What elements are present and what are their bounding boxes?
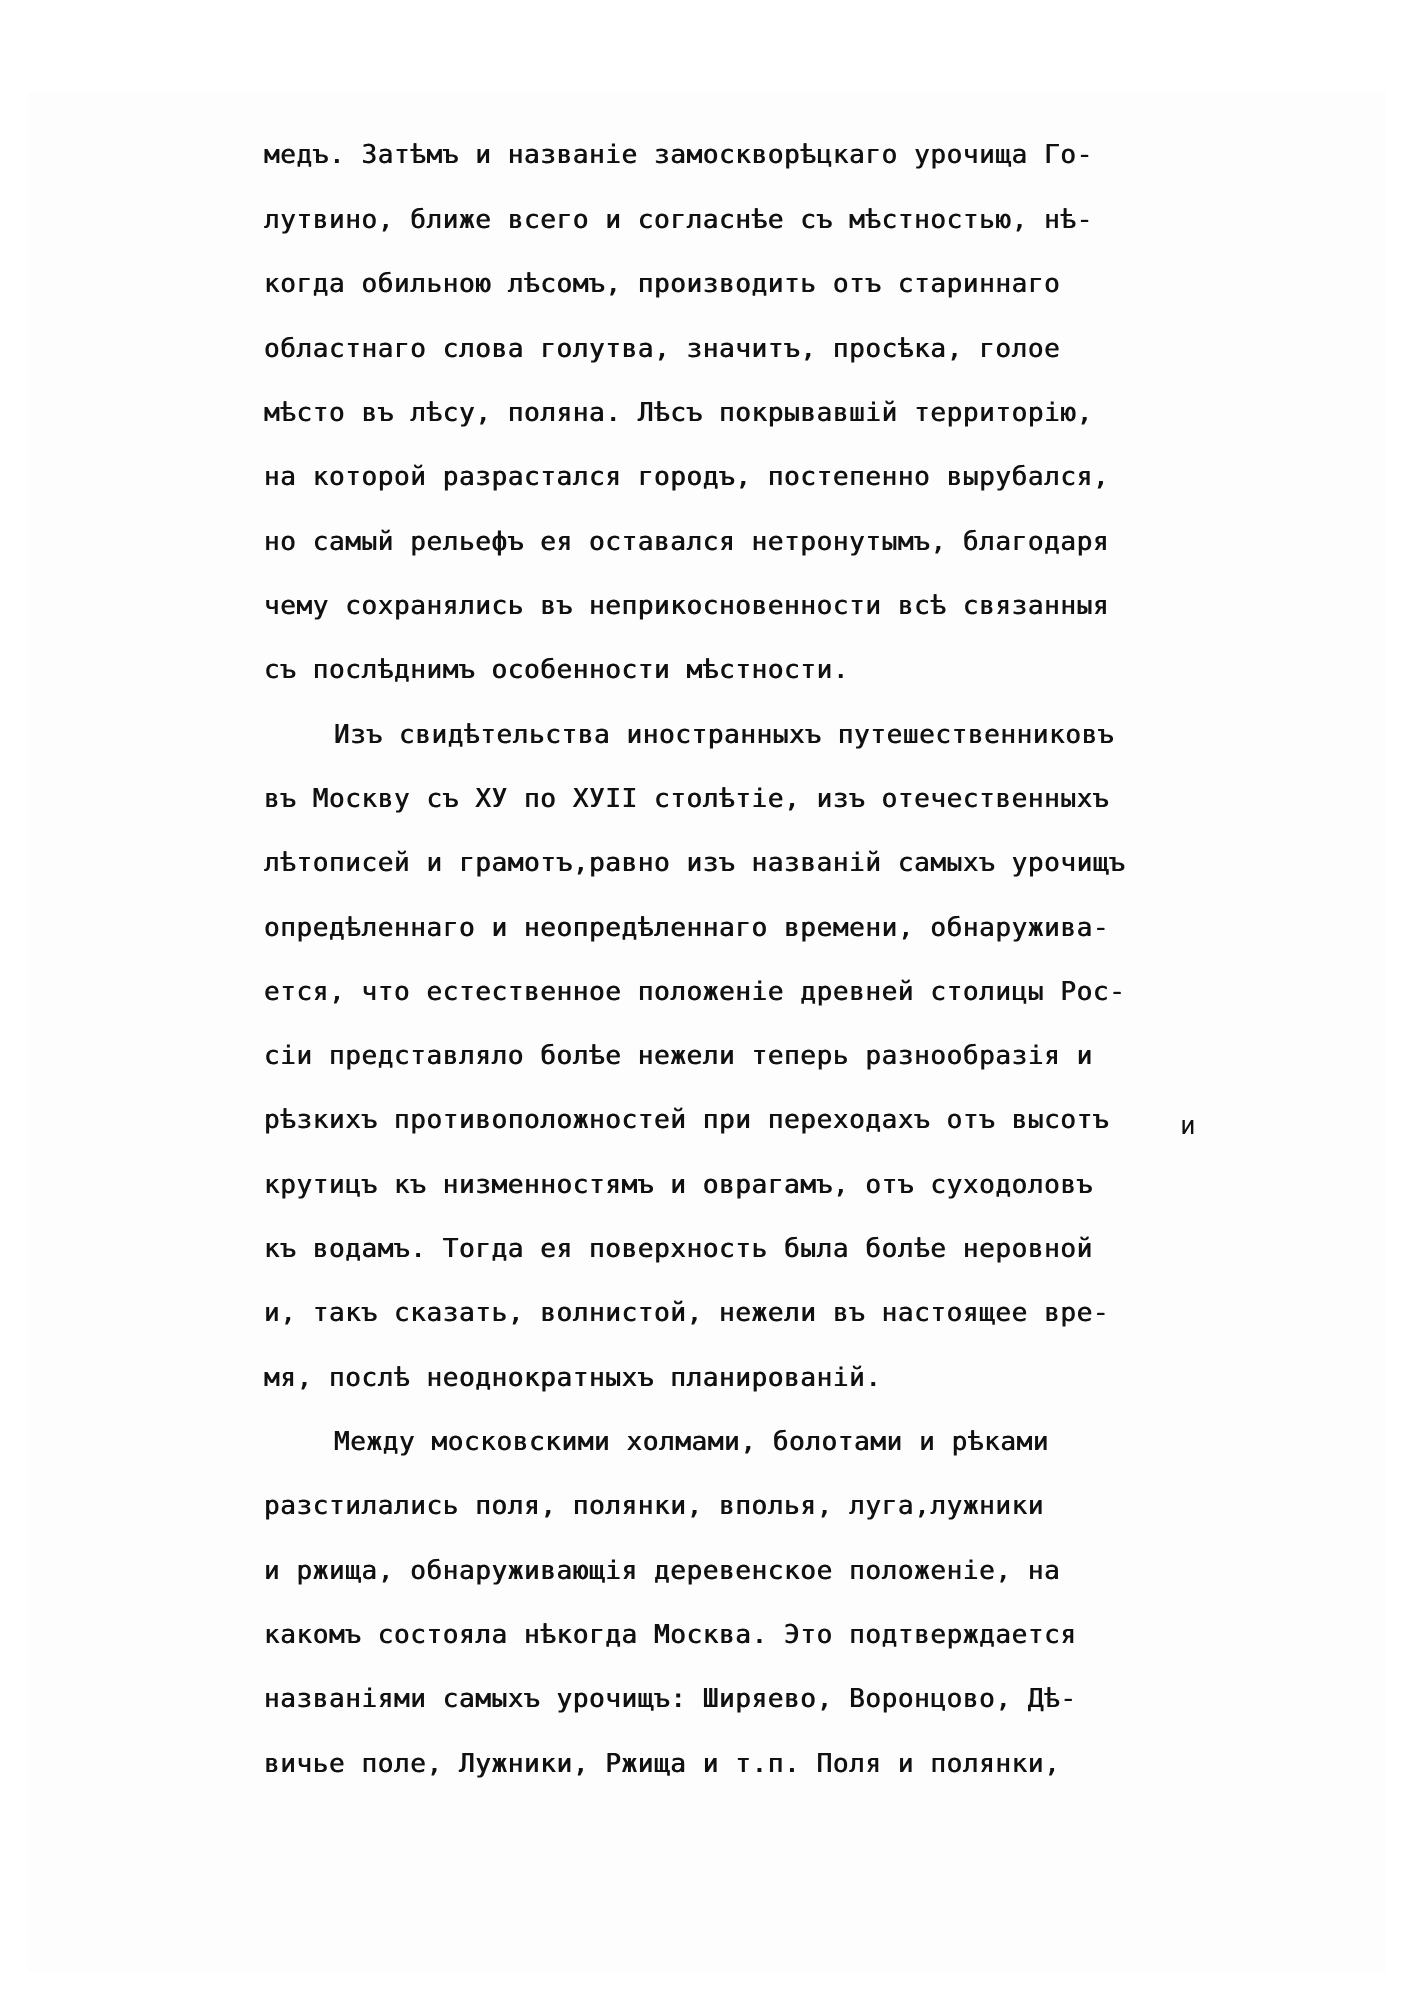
paragraph-start-line: Изъ свидѣтельства иностранныхъ путешественниковъ (334, 720, 1115, 750)
paragraph-start-line: Между московскими холмами, болотами и рѣками (334, 1427, 1050, 1457)
text-line: съ послѣднимъ особенности мѣстности. (264, 655, 850, 685)
text-line: опредѣленнаго и неопредѣленнаго времени, обнаружива- (264, 913, 1110, 943)
text-line: къ водамъ. Тогда ея поверхность была болѣе неровной (264, 1234, 1093, 1264)
text-line: какомъ состояла нѣкогда Москва. Это подтверждается (264, 1620, 1077, 1650)
text-line: названіями самыхъ урочищъ: Ширяево, Воронцово, Дѣ- (264, 1684, 1077, 1714)
text-line: лѣтописей и грамотъ,равно изъ названій самыхъ урочищъ (264, 848, 1126, 878)
text-line: ется, что естественное положеніе древней столицы Рос- (264, 977, 1126, 1007)
text-line: рѣзкихъ противоположностей при переходахъ отъ высотъ (264, 1105, 1110, 1135)
text-line: разстилались поля, полянки, вполья, луга,лужники (264, 1491, 1045, 1521)
text-line: медъ. Затѣмъ и названіе замоскворѣцкаго урочища Го- (264, 140, 1093, 170)
text-line: вичье поле, Лужники, Ржища и т.п. Поля и полянки, (264, 1749, 1061, 1779)
text-line: лутвино, ближе всего и согласнѣе съ мѣстностью, нѣ- (264, 205, 1093, 235)
text-line: и ржища, обнаруживающія деревенское положеніе, на (264, 1556, 1061, 1586)
text-line: въ Москву съ ХУ по ХУІІ столѣтіе, изъ отечественныхъ (264, 784, 1110, 814)
text-line: чему сохранялись въ неприкосновенности всѣ связанныя (264, 591, 1110, 621)
text-line: но самый рельефъ ея оставался нетронутымъ, благодаря (264, 527, 1110, 557)
text-line: областнаго слова голутва, значитъ, просѣка, голое (264, 334, 1061, 364)
text-line: когда обильною лѣсомъ, производить отъ стариннаго (264, 269, 1061, 299)
text-line: мѣсто въ лѣсу, поляна. Лѣсъ покрывавшій территорію, (264, 398, 1093, 428)
text-line: крутицъ къ низменностямъ и оврагамъ, отъ суходоловъ (264, 1170, 1093, 1200)
text-line: мя, послѣ неоднократныхъ планированій. (264, 1363, 882, 1393)
text-line: сіи представляло болѣе нежели теперь разнообразія и (264, 1041, 1093, 1071)
margin-character: и (1180, 1111, 1196, 1141)
text-line: на которой разрастался городъ, постепенно вырубался, (264, 462, 1110, 492)
text-line: и, такъ сказать, волнистой, нежели въ настоящее вре- (264, 1298, 1110, 1328)
